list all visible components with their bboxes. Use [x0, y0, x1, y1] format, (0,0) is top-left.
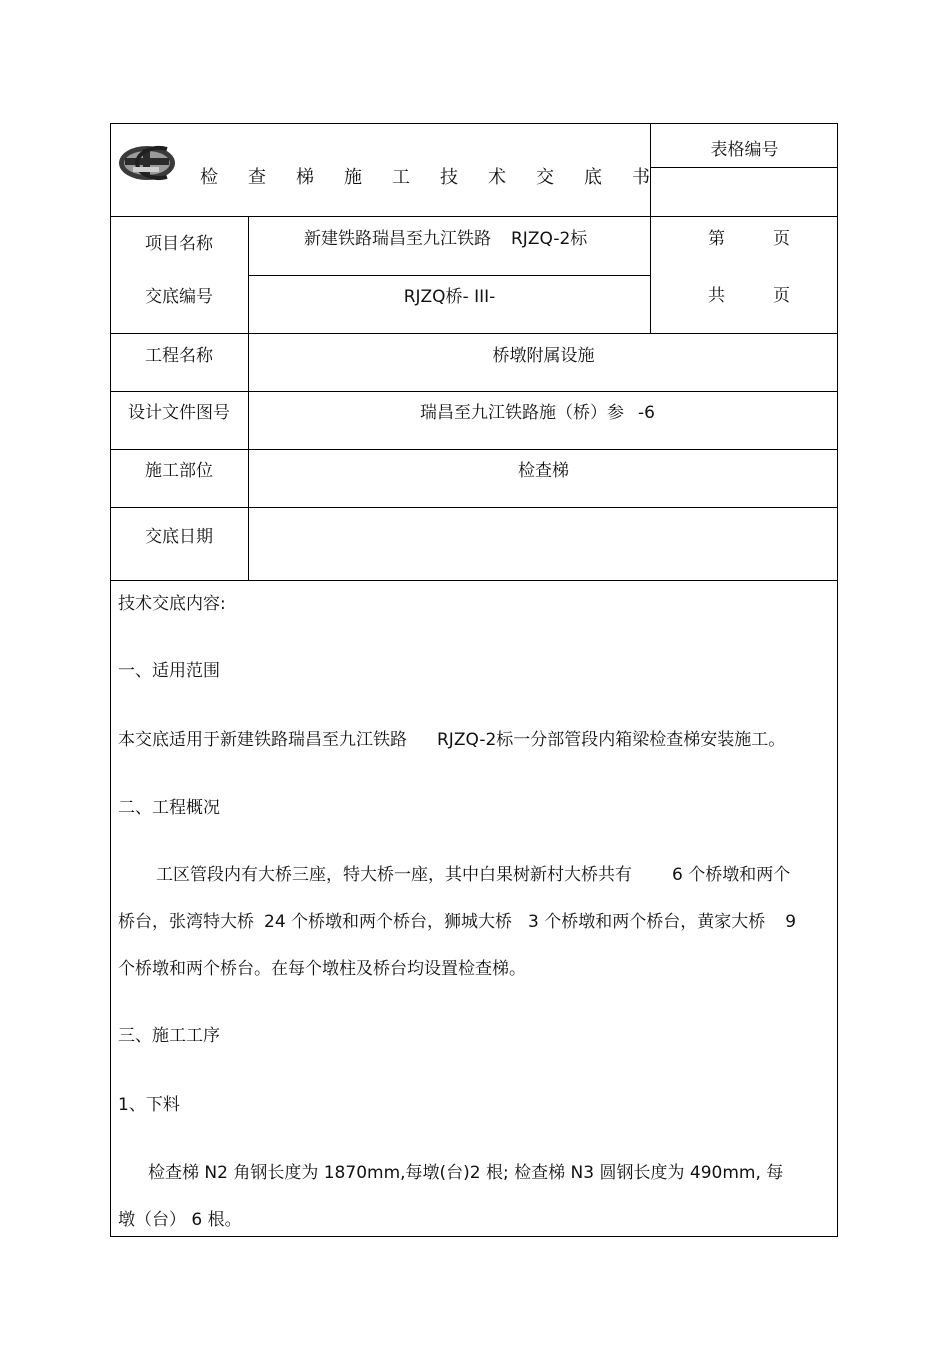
- rule: [110, 216, 838, 217]
- subsection-title: 1、下料: [118, 1095, 180, 1115]
- section-title: 一、适用范围: [118, 661, 220, 681]
- company-logo: [117, 143, 181, 183]
- section-paragraph-line: 检查梯 N2 角钢长度为 1870mm,每墩(台)2 根; 检查梯 N3 圆钢长度为 490mm, 每: [148, 1163, 784, 1183]
- section-title: 二、工程概况: [118, 798, 220, 818]
- title-char: 施: [344, 167, 362, 188]
- section-paragraph-line: 工区管段内有大桥三座，特大桥一座，其中白果树新村大桥共有 6 个桥墩和两个: [156, 865, 791, 885]
- rule: [110, 333, 838, 334]
- section-paragraph: 本交底适用于新建铁路瑞昌至九江铁路 RJZQ-2标一分部管段内箱梁检查梯安装施工。: [118, 730, 786, 750]
- content-heading: 技术交底内容:: [118, 594, 226, 614]
- rule: [110, 507, 838, 508]
- construction-part-label: 施工部位: [145, 461, 213, 481]
- rule: [110, 391, 838, 392]
- total-pages-label: 共 页: [708, 286, 790, 306]
- title-char: 底: [584, 167, 602, 188]
- engineering-name-value: 桥墩附属设施: [492, 346, 595, 366]
- form-number-label: 表格编号: [710, 140, 779, 160]
- disclosure-number-label: 交底编号: [145, 287, 213, 307]
- title-char: 查: [248, 167, 266, 188]
- page-number-label: 第 页: [708, 229, 790, 249]
- title-char: 术: [488, 167, 506, 188]
- design-doc-value: 瑞昌至九江铁路施（桥）参 -6: [420, 403, 655, 423]
- rule: [248, 216, 249, 580]
- title-char: 书: [632, 167, 650, 188]
- title-char: 工: [392, 167, 410, 188]
- section-paragraph-line: 个桥墩和两个桥台。在每个墩柱及桥台均设置检查梯。: [118, 959, 526, 979]
- title-char: 梯: [296, 167, 314, 188]
- rule: [110, 449, 838, 450]
- disclosure-number-value: RJZQ桥- III-: [403, 287, 496, 307]
- design-doc-label: 设计文件图号: [128, 403, 230, 423]
- rule: [249, 275, 651, 276]
- engineering-name-label: 工程名称: [145, 346, 213, 366]
- title-char: 交: [536, 167, 554, 188]
- rule: [110, 580, 838, 581]
- section-paragraph-line: 墩（台） 6 根。: [118, 1210, 242, 1230]
- section-paragraph-line: 桥台，张湾特大桥 24 个桥墩和两个桥台，狮城大桥 3 个桥墩和两个桥台，黄家大桥 9: [118, 912, 797, 932]
- title-char: 检: [200, 167, 218, 188]
- document-title: [200, 163, 650, 189]
- construction-part-value: 检查梯: [518, 461, 569, 481]
- project-name-value: 新建铁路瑞昌至九江铁路 RJZQ-2标: [304, 229, 588, 249]
- disclosure-date-label: 交底日期: [145, 527, 213, 547]
- section-title: 三、施工工序: [118, 1026, 220, 1046]
- rule: [651, 167, 838, 168]
- title-char: 技: [440, 167, 458, 188]
- project-name-label: 项目名称: [145, 234, 213, 254]
